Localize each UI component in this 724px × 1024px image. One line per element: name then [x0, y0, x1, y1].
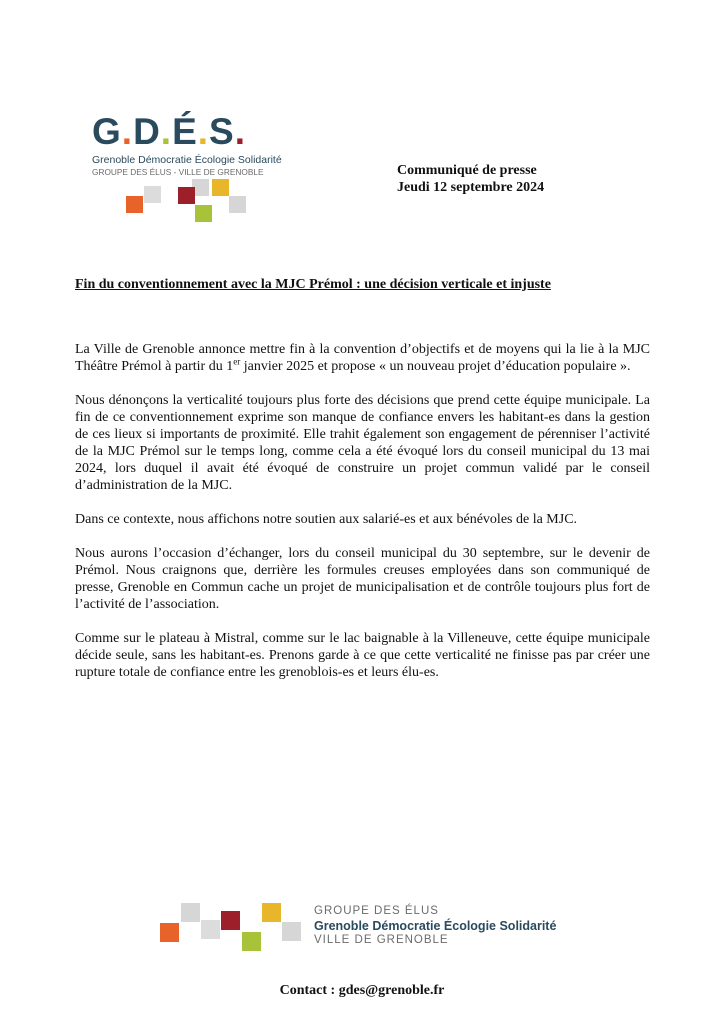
footer-square-green	[242, 932, 261, 951]
logo-dot-yellow: .	[197, 111, 210, 152]
header-logo	[92, 112, 322, 224]
logo-square-green	[195, 205, 212, 222]
logo-letter-g: G	[92, 111, 122, 152]
footer-square-yellow	[262, 903, 281, 922]
footer-square-grey-3	[282, 922, 301, 941]
logo-letter-s: S	[209, 111, 235, 152]
paragraph-4: Nous aurons l’occasion d’échanger, lors du conseil municipal du 30 septembre, sur le devenir de Prémol. Nous craignons que, derrière les formules creuses employées dans son communiqué de presse, Grenoble en Commun cache un projet de municipalisation et de contrôle toujours plus fort de l’activité de l’association.	[75, 546, 650, 612]
logo-dot-green: .	[160, 111, 173, 152]
footer-logo	[158, 900, 578, 954]
paragraph-5: Comme sur le plateau à Mistral, comme sur le lac baignable à la Villeneuve, cette équipe municipale décide seule, sans les habitant-es. Prenons garde à ce que cette verticalité ne finisse pas par créer une rupture totale de confiance entre les grenoblois-es et leurs élu-es.	[75, 631, 650, 680]
contact-line: Contact : gdes@grenoble.fr	[279, 983, 445, 998]
logo-dot-red: .	[234, 111, 247, 152]
document-body	[75, 341, 650, 698]
press-release-label: Communiqué de presse	[397, 163, 537, 178]
paragraph-2: Nous dénonçons la verticalité toujours plus forte des décisions que prend cette équipe municipale. La fin de ce conventionnement exprime son manque de confiance envers les habitant-es dans la gestion de ces lieux si importants de proximité. Elle trahit également son engagement de pérenniser l’activité de la MJC Prémol sur le temps long, comme cela a été évoqué lors du conseil municipal du 13 mai 2024, lors duquel il avait été évoqué de construire un projet commun validé par le conseil d’administration de la MJC.	[75, 393, 650, 493]
logo-square-grey-3	[229, 196, 246, 213]
logo-square-red	[178, 187, 195, 204]
press-release-date: Jeudi 12 septembre 2024	[397, 180, 545, 195]
logo-square-yellow	[212, 179, 229, 196]
logo-letter-e: É	[172, 111, 198, 152]
paragraph-1-end: janvier 2025 et propose « un nouveau projet d’éducation populaire ».	[240, 359, 631, 374]
document-title: Fin du conventionnement avec la MJC Prémol : une décision verticale et injuste	[75, 277, 551, 292]
paragraph-1	[75, 341, 650, 375]
logo-square-orange	[126, 196, 143, 213]
logo-subtitle: GROUPE DES ÉLUS - VILLE DE GRENOBLE	[92, 167, 264, 177]
footer-square-orange	[160, 923, 179, 942]
footer-logo-line-2: Grenoble Démocratie Écologie Solidarité	[314, 919, 557, 933]
logo-square-grey-2	[144, 186, 161, 203]
logo-tagline: Grenoble Démocratie Écologie Solidarité	[92, 154, 282, 166]
ordinal-superscript: er	[233, 356, 241, 367]
logo-acronym	[92, 112, 246, 152]
footer-square-grey-1	[181, 903, 200, 922]
logo-dot-orange: .	[121, 111, 134, 152]
paragraph-3: Dans ce contexte, nous affichons notre soutien aux salarié-es et aux bénévoles de la MJC.	[75, 512, 578, 527]
footer-logo-line-3: VILLE DE GRENOBLE	[314, 934, 449, 946]
logo-letter-d: D	[133, 111, 161, 152]
press-release-info	[397, 162, 544, 196]
footer-square-grey-2	[201, 920, 220, 939]
footer-square-red	[221, 911, 240, 930]
paragraph-1-start: La Ville de Grenoble annonce mettre fin à la convention d’objectifs et de moyens qui la lie à la MJC Théâtre Prémol à partir du 1	[75, 342, 650, 374]
footer-logo-line-1: GROUPE DES ÉLUS	[314, 905, 439, 917]
